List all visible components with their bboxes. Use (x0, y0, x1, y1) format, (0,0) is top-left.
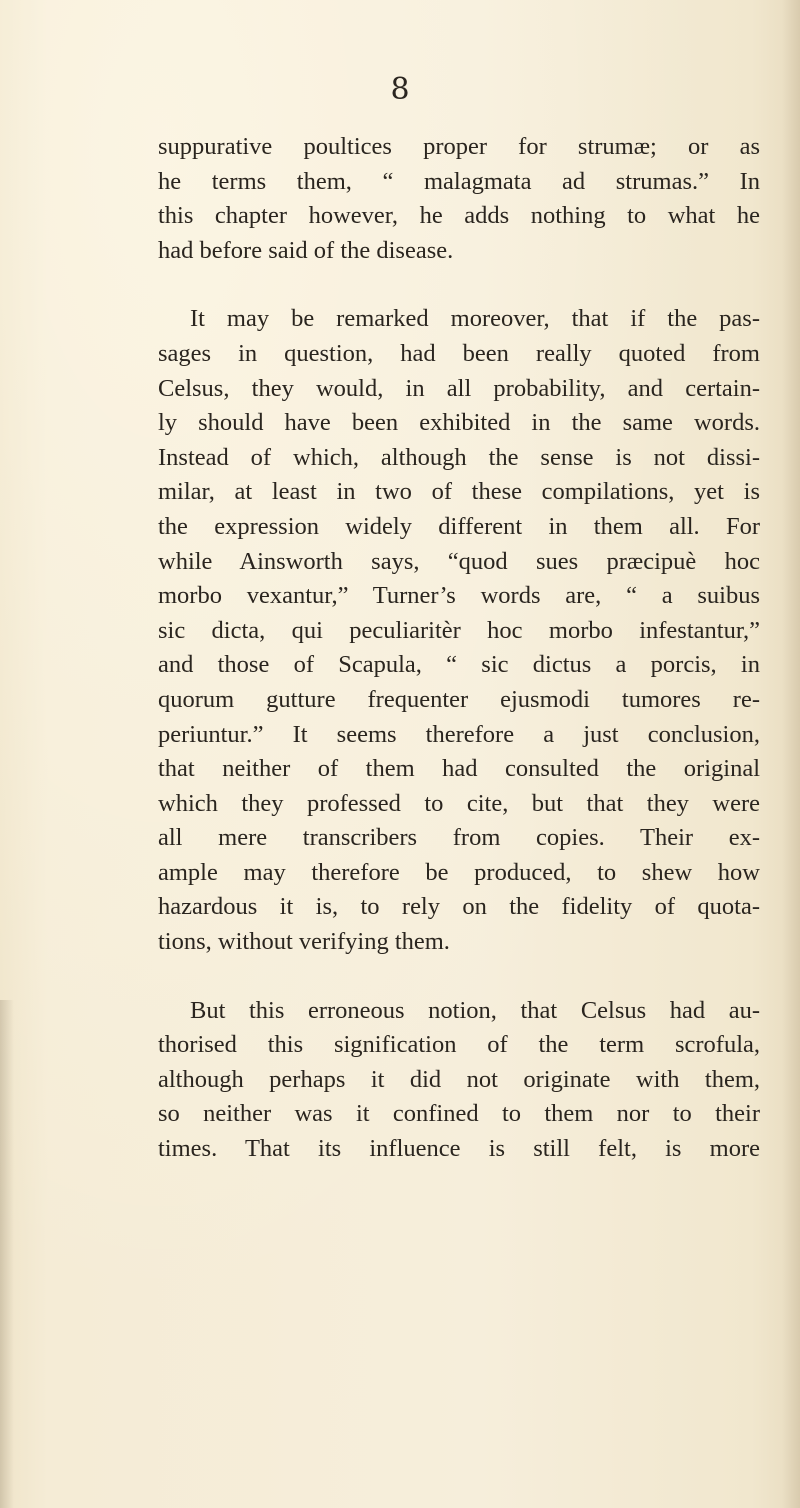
page-number: 8 (390, 72, 410, 107)
text-line: had before said of the disease. (158, 236, 454, 264)
text-line: thorised this signification of the term scrofula, (158, 1031, 760, 1059)
text-line: sages in question, had been really quoted from (158, 339, 760, 367)
text-line: ample may therefore be produced, to shew how (158, 858, 760, 886)
text-line: hazardous it is, to rely on the fidelity of quota- (158, 893, 760, 921)
text-line: quorum gutture frequenter ejusmodi tumores re- (158, 685, 760, 713)
paragraph-gap (158, 960, 760, 994)
text-line: all mere transcribers from copies. Their ex- (158, 824, 760, 852)
paragraph (158, 994, 760, 1167)
text-line: so neither was it confined to them nor to their (158, 1100, 760, 1128)
paragraph-gap (158, 268, 760, 302)
text-line: which they professed to cite, but that they were (158, 789, 760, 817)
text-line: times. That its influence is still felt, is more (158, 1135, 760, 1163)
text-line: It may be remarked moreover, that if the pas- (190, 305, 760, 333)
text-line: this chapter however, he adds nothing to what he (158, 202, 760, 230)
text-line: he terms them, “ malagmata ad strumas.” In (158, 167, 760, 195)
text-line: and those of Scapula, “ sic dictus a porcis, in (158, 651, 760, 679)
body-text (158, 130, 760, 1167)
text-line: tions, without verifying them. (158, 928, 450, 956)
text-line: But this erroneous notion, that Celsus had au- (190, 996, 760, 1024)
paragraph (158, 130, 760, 268)
text-line: sic dicta, qui peculiaritèr hoc morbo infestantur,” (158, 616, 760, 644)
page-edge-shadow (782, 0, 800, 1508)
text-line: milar, at least in two of these compilations, yet is (158, 478, 760, 506)
text-line: morbo vexantur,” Turner’s words are, “ a suibus (158, 582, 760, 610)
text-line: periuntur.” It seems therefore a just conclusion, (158, 720, 760, 748)
text-line: that neither of them had consulted the original (158, 755, 760, 783)
text-line: although perhaps it did not originate with them, (158, 1065, 760, 1093)
text-line: Celsus, they would, in all probability, and certain- (158, 374, 760, 402)
text-line: ly should have been exhibited in the same words. (158, 409, 760, 437)
text-line: while Ainsworth says, “quod sues præcipuè hoc (158, 547, 760, 575)
text-line: the expression widely different in them all. For (158, 512, 760, 540)
text-line: suppurative poultices proper for strumæ; or as (158, 133, 760, 160)
paragraph (158, 302, 760, 959)
text-line: Instead of which, although the sense is not dissi- (158, 443, 760, 471)
page-edge-shadow-left (0, 1000, 14, 1508)
